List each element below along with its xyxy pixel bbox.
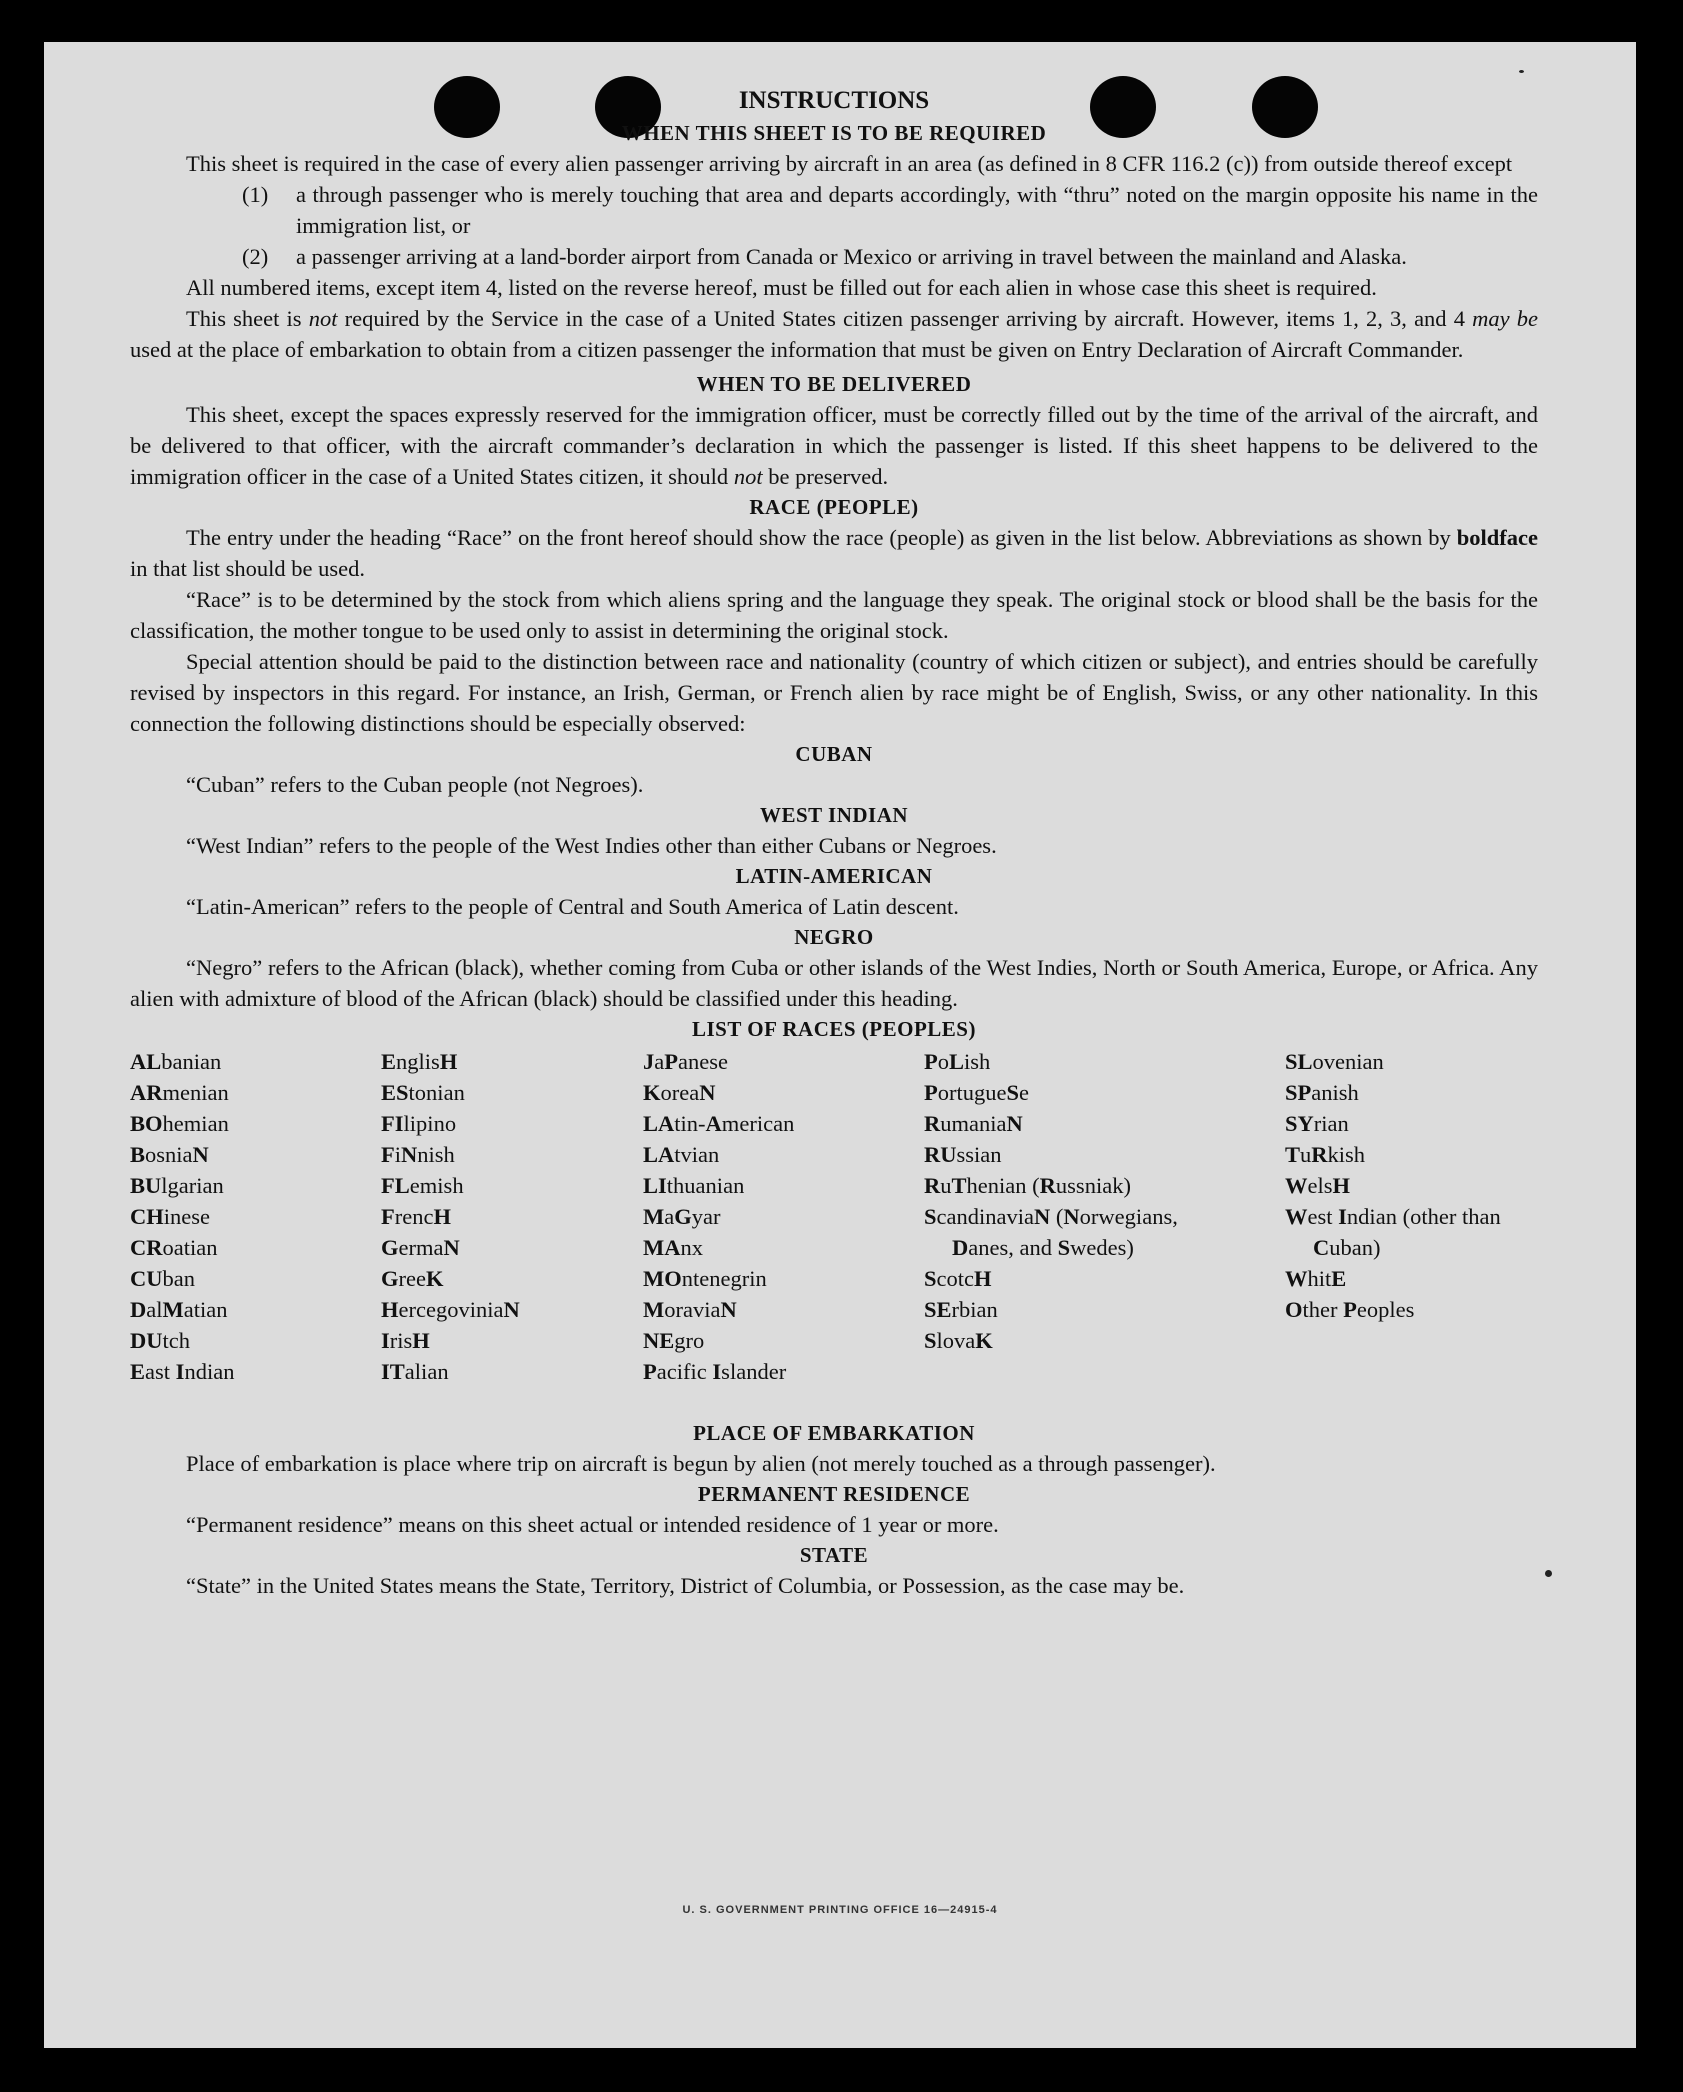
race-entry: PortugueSe	[924, 1080, 1030, 1105]
race-entry: WhitE	[1285, 1266, 1347, 1291]
race-entry: FLemish	[381, 1173, 464, 1198]
section-heading: PERMANENT RESIDENCE	[697, 1482, 971, 1506]
race-entry: RumaniaN	[924, 1111, 1023, 1136]
race-entry: BUlgarian	[130, 1173, 224, 1198]
races-column	[130, 1046, 234, 1387]
list-item	[242, 179, 1538, 241]
paragraph: “Permanent residence” means on this sheet actual or intended residence of 1 year or more.	[186, 1512, 999, 1537]
race-entry: HercegoviniaN	[381, 1297, 520, 1322]
race-entry: RUssian	[924, 1142, 1002, 1167]
text-run: This sheet is	[186, 306, 309, 331]
race-entry: MoraviaN	[643, 1297, 737, 1322]
race-entry: SYrian	[1285, 1111, 1349, 1136]
item-number: (1)	[242, 182, 269, 207]
race-entry: East Indian	[130, 1359, 235, 1384]
race-entry: MOntenegrin	[643, 1266, 767, 1291]
section-heading: LATIN-AMERICAN	[735, 864, 933, 888]
paragraph: This sheet is required in the case of every alien passenger arriving by aircraft in an area (as defined in 8 CFR 116.2 (c)) from outside thereof except	[186, 151, 1513, 176]
race-entry: BOhemian	[130, 1111, 229, 1136]
race-entry: PoLish	[924, 1049, 991, 1074]
race-entry: TuRkish	[1285, 1142, 1366, 1167]
races-column	[381, 1046, 520, 1387]
section-heading: WEST INDIAN	[759, 803, 909, 827]
paragraph: Special attention should be paid to the distinction between race and nationality (country of which citizen or subject), and entries should be carefully revised by inspectors in this regard. For instance, an Irish, German, or French alien by race might be of English, Swiss, or any other nationality. In this connection the following distinctions should be especially observed:	[130, 649, 1538, 736]
race-entry: FrencH	[381, 1204, 452, 1229]
paragraph: “West Indian” refers to the people of the West Indies other than either Cubans or Negroes.	[186, 833, 997, 858]
paragraph	[130, 522, 1538, 584]
text-run: in that list should be used.	[130, 556, 365, 581]
paragraph: “Race” is to be determined by the stock from which aliens spring and the language they speak. The original stock or blood shall be the basis for the classification, the mother tongue to be used only to assist in determining the original stock.	[130, 587, 1538, 643]
text-run: The entry under the heading “Race” on the front hereof should show the race (people) as given in the list below. Abbreviations as shown by	[186, 525, 1457, 550]
race-entry: IrisH	[381, 1328, 430, 1353]
race-entry: Pacific Islander	[643, 1359, 787, 1384]
paragraph: “Negro” refers to the African (black), whether coming from Cuba or other islands of the West Indies, North or South America, Europe, or Africa. Any alien with admixture of blood of the African (black) should be classified under this heading.	[130, 955, 1538, 1011]
race-entry: NEgro	[643, 1328, 705, 1353]
section-heading: STATE	[799, 1543, 869, 1567]
race-entry: FiNnish	[381, 1142, 455, 1167]
race-entry: DUtch	[130, 1328, 191, 1353]
races-column	[1285, 1046, 1545, 1325]
race-entry: DalMatian	[130, 1297, 228, 1322]
paragraph: “Cuban” refers to the Cuban people (not Negroes).	[186, 772, 644, 797]
race-entry: JaPanese	[643, 1049, 729, 1074]
race-entry: MaGyar	[643, 1204, 721, 1229]
race-entry: LAtvian	[643, 1142, 720, 1167]
race-entry: ScandinaviaN (Norwegians, Danes, and Swedes)	[924, 1204, 1178, 1260]
races-column	[643, 1046, 794, 1387]
paragraph: Place of embarkation is place where trip on aircraft is begun by alien (not merely touched as a through passenger).	[186, 1451, 1216, 1476]
race-entry: SLovenian	[1285, 1049, 1384, 1074]
race-entry: CHinese	[130, 1204, 211, 1229]
races-list	[130, 1046, 1538, 1418]
section-heading: WHEN TO BE DELIVERED	[696, 372, 972, 396]
bold-text: boldface	[1456, 525, 1538, 550]
paragraph	[130, 399, 1538, 492]
italic-text: not	[308, 306, 338, 331]
race-entry: ITalian	[381, 1359, 449, 1384]
race-entry: KoreaN	[643, 1080, 716, 1105]
race-entry: GermaN	[381, 1235, 460, 1260]
race-entry: SPanish	[1285, 1080, 1359, 1105]
race-entry: SlovaK	[924, 1328, 993, 1353]
race-entry: RuThenian (Russniak)	[924, 1173, 1131, 1198]
race-entry: FIlipino	[381, 1111, 457, 1136]
paragraph: “Latin-American” refers to the people of Central and South America of Latin descent.	[186, 894, 959, 919]
section-heading: PLACE OF EMBARKATION	[693, 1421, 975, 1445]
race-entry: EStonian	[381, 1080, 465, 1105]
race-entry: West Indian (other than Cuban)	[1285, 1204, 1501, 1260]
race-entry: GreeK	[381, 1266, 444, 1291]
italic-text: not	[733, 464, 763, 489]
speck-mark	[1519, 70, 1524, 73]
text-run: required by the Service in the case of a United States citizen passenger arriving by aircraft. However, items 1, 2, 3, and 4	[337, 306, 1473, 331]
speck-mark	[1545, 1570, 1552, 1577]
instructions-content	[130, 84, 1538, 1601]
text-run: be preserved.	[762, 464, 889, 489]
paragraph: “State” in the United States means the State, Territory, District of Columbia, or Possession, as the case may be.	[186, 1573, 1185, 1598]
text-run: This sheet, except the spaces expressly reserved for the immigration officer, must be correctly filled out by the time of the arrival of the aircraft, and be delivered to that officer, with the aircraft commander’s declaration in which the passenger is listed. If this sheet happens to be delivered to the immigration officer in the case of a United States citizen, it should	[130, 402, 1538, 489]
race-entry: EnglisH	[381, 1049, 458, 1074]
race-entry: CRoatian	[130, 1235, 218, 1260]
paragraph	[130, 303, 1538, 365]
text-run: used at the place of embarkation to obtain from a citizen passenger the information that must be given on Entry Declaration of Aircraft Commander.	[130, 337, 1464, 362]
race-entry: WelsH	[1285, 1173, 1351, 1198]
race-entry: LAtin-American	[643, 1111, 795, 1136]
document-sheet	[44, 42, 1636, 2048]
race-entry: MAnx	[643, 1235, 703, 1260]
race-entry: BosniaN	[130, 1142, 209, 1167]
race-entry: ScotcH	[924, 1266, 992, 1291]
section-heading: LIST OF RACES (PEOPLES)	[692, 1017, 976, 1041]
race-entry: Other Peoples	[1285, 1297, 1415, 1322]
item-text: a passenger arriving at a land-border airport from Canada or Mexico or arriving in travel between the mainland and Alaska.	[296, 244, 1407, 269]
race-entry: ARmenian	[130, 1080, 229, 1105]
list-item	[242, 241, 1538, 272]
races-column	[924, 1046, 1208, 1356]
paragraph: All numbered items, except item 4, listed on the reverse hereof, must be filled out for each alien in whose case this sheet is required.	[186, 275, 1377, 300]
section-heading: NEGRO	[794, 925, 874, 949]
race-entry: SErbian	[924, 1297, 998, 1322]
item-text: a through passenger who is merely touching that area and departs accordingly, with “thru” noted on the margin opposite his name in the immigration list, or	[296, 182, 1538, 238]
race-entry: ALbanian	[130, 1049, 222, 1074]
section-heading: CUBAN	[795, 742, 873, 766]
page-title: INSTRUCTIONS	[738, 87, 930, 114]
race-entry: LIthuanian	[643, 1173, 745, 1198]
section-heading: RACE (PEOPLE)	[749, 495, 919, 519]
section-heading: WHEN THIS SHEET IS TO BE REQUIRED	[621, 121, 1047, 145]
italic-text: may be	[1472, 306, 1538, 331]
race-entry: CUban	[130, 1266, 195, 1291]
printer-imprint: U. S. GOVERNMENT PRINTING OFFICE 16—24915-4	[682, 1904, 998, 1916]
item-number: (2)	[242, 244, 269, 269]
